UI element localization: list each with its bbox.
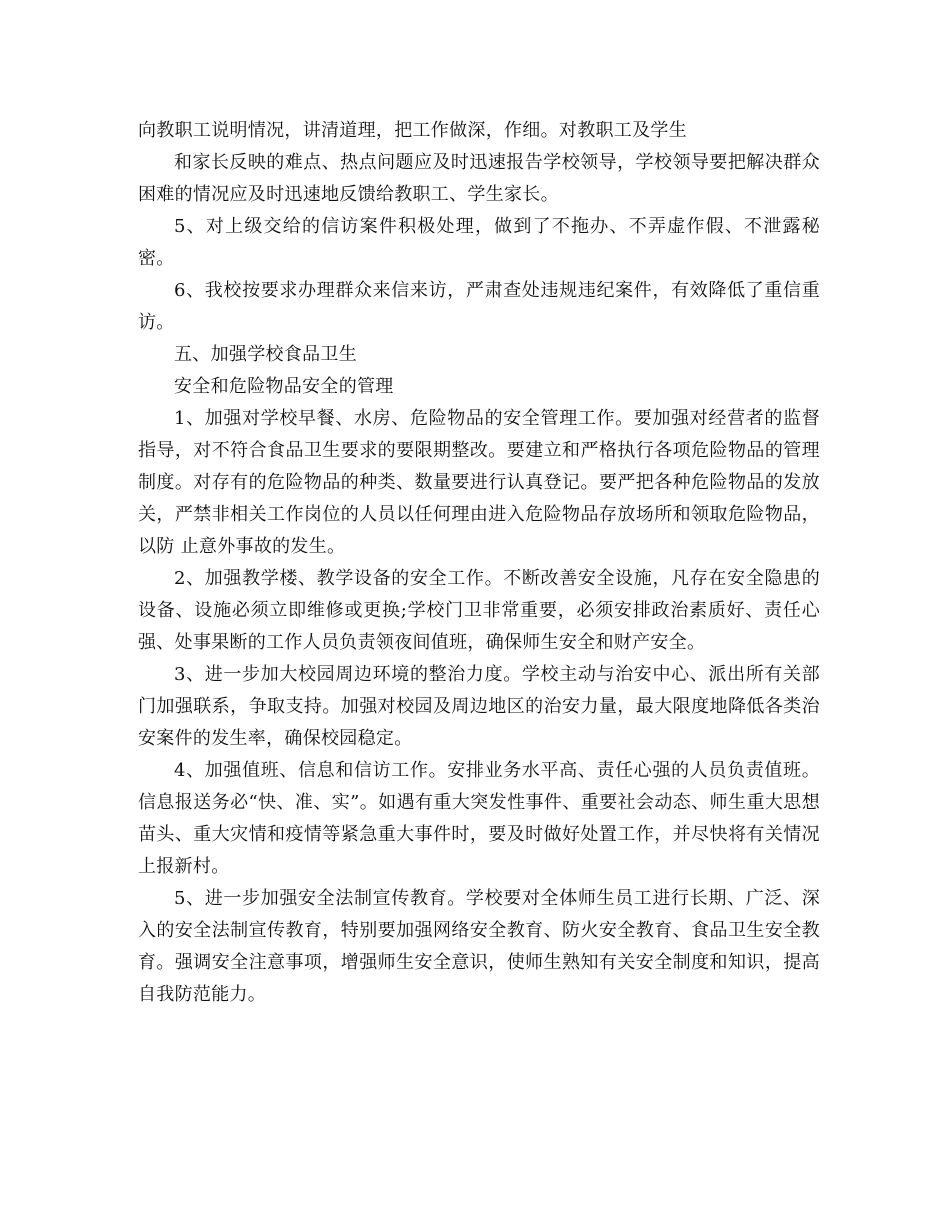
section-heading-food-safety: 五、加强学校食品卫生	[174, 344, 357, 365]
paragraph-feedback: 和家长反映的难点、热点问题应及时迅速报告学校领导，学校领导要把解决群众困难的情况应及时迅速地反馈给教职工、学生家长。	[138, 152, 820, 205]
document-body	[138, 115, 820, 1011]
paragraph-item-6-letters-visits: 6、我校按要求办理群众来信来访，严肃查处违规违纪案件，有效降低了重信重访。	[138, 280, 820, 333]
paragraph-item-2-buildings-equipment: 2、加强教学楼、教学设备的安全工作。不断改善安全设施，凡存在安全隐患的设备、设施必须立即维修或更换;学校门卫非常重要，必须安排政治素质好、责任心强、处事果断的工作人员负责领夜间值班，确保师生安全和财产安全。	[138, 568, 820, 653]
paragraph-item-5-legal-education: 5、进一步加强安全法制宣传教育。学校要对全体师生员工进行长期、广泛、深入的安全法制宣传教育，特别要加强网络安全教育、防火安全教育、食品卫生安全教育。强调安全注意事项，增强师生安全意识，使师生熟知有关安全制度和知识，提高自我防范能力。	[138, 888, 820, 1005]
paragraph-item-5-petition-cases: 5、对上级交给的信访案件积极处理，做到了不拖办、不弄虚作假、不泄露秘密。	[138, 216, 820, 269]
paragraph-item-4-duty-information: 4、加强值班、信息和信访工作。安排业务水平高、责任心强的人员负责值班。信息报送务必“快、准、实”。如遇有重大突发性事件、重要社会动态、师生重大思想苗头、重大灾情和疫情等紧急重大事件时，要及时做好处置工作，并尽快将有关情况上报新村。	[138, 760, 820, 877]
paragraph-continuation: 向教职工说明情况，讲清道理，把工作做深，作细。对教职工及学生	[138, 120, 687, 141]
paragraph-item-3-surroundings: 3、进一步加大校园周边环境的整治力度。学校主动与治安中心、派出所有关部门加强联系，争取支持。加强对校园及周边地区的治安力量，最大限度地降低各类治安案件的发生率，确保校园稳定。	[138, 664, 820, 749]
section-subheading-hazardous-goods: 安全和危险物品安全的管理	[174, 376, 394, 397]
paragraph-item-1-canteen-hazards: 1、加强对学校早餐、水房、危险物品的安全管理工作。要加强对经营者的监督指导，对不符合食品卫生要求的要限期整改。要建立和严格执行各项危险物品的管理制度。对存有的危险物品的种类、数量要进行认真登记。要严把各种危险物品的发放关，严禁非相关工作岗位的人员以任何理由进入危险物品存放场所和领取危险物品，以防 止意外事故的发生。	[138, 408, 820, 557]
